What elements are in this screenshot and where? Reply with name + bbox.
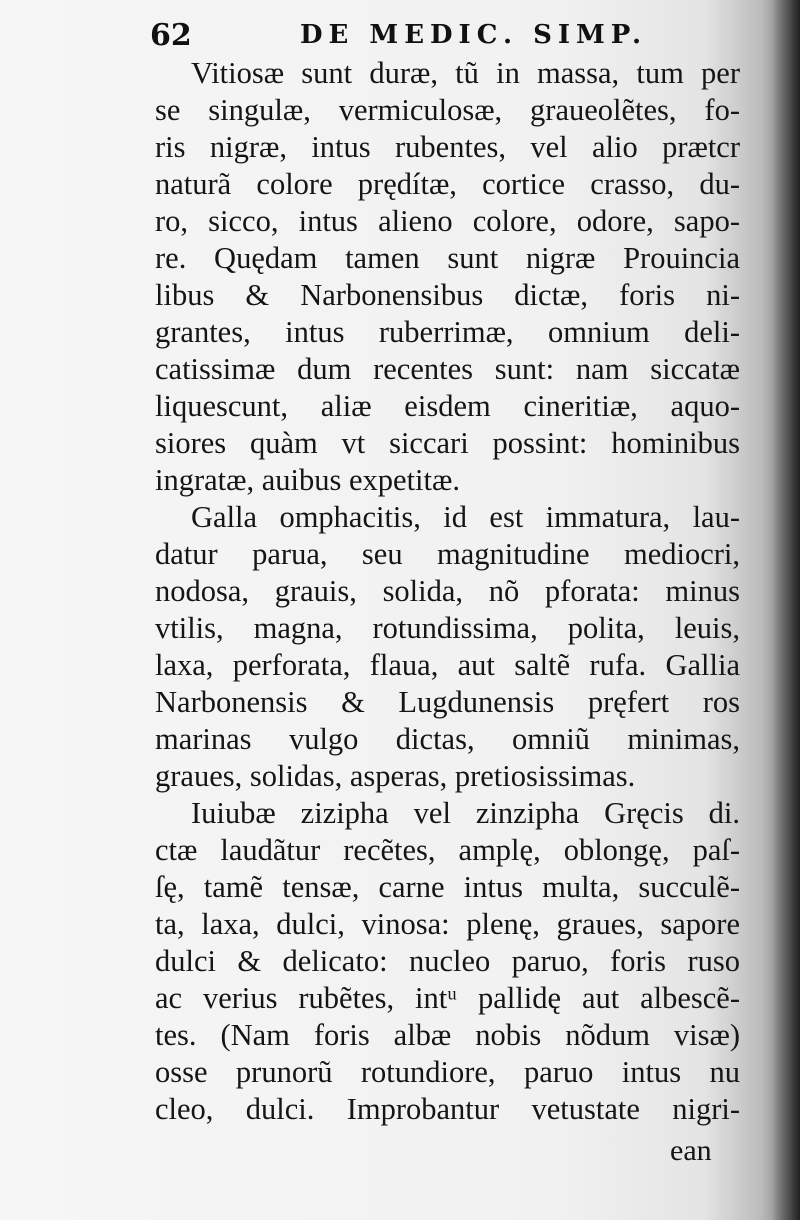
text-line: ta, laxa, dulci, vinosa: plenę, graues, sapore [155,907,740,941]
page-gutter-shadow [772,0,800,1220]
text-line: ctæ laudãtur recẽtes, amplę, oblongę, paſ- [155,833,740,867]
text-line: tes. (Nam foris albæ nobis nõdum visæ) [155,1018,740,1052]
text-line: liquescunt, aliæ eisdem cineritiæ, aquo- [155,389,740,423]
page-number: 62 [150,18,192,53]
text-line: datur parua, seu magnitudine mediocri, [155,537,740,571]
text-line: laxa, perforata, flaua, aut saltẽ rufa. Gallia [155,648,740,682]
running-title: DE MEDIC. SIMP. [300,20,648,50]
text-line: dulci & delicato: nucleo paruo, foris ruso [155,944,740,978]
text-line: libus & Narbonensibus dictæ, foris ni- [155,278,740,312]
text-line: cleo, dulci. Improbantur vetustate nigri- [155,1092,740,1126]
text-line: vtilis, magna, rotundissima, polita, leuis, [155,611,740,645]
text-line: re. Quędam tamen sunt nigræ Prouincia [155,241,740,275]
catchword: ean [670,1134,712,1167]
text-line: ac verius rubẽtes, intᵘ pallidę aut albescẽ- [155,981,740,1015]
text-line: Galla omphacitis, id est immatura, lau- [191,500,740,534]
text-line: Iuiubæ zizipha vel zinzipha Gręcis di. [191,796,740,830]
page-header [150,14,670,54]
text-line: ris nigræ, intus rubentes, vel alio prætcr [155,130,740,164]
text-line: osse prunorũ rotundiore, paruo intus nu [155,1055,740,1089]
text-line: Narbonensis & Lugdunensis pręfert ros [155,685,740,719]
text-line: grantes, intus ruberrimæ, omnium deli- [155,315,740,349]
text-line: ro, sicco, intus alieno colore, odore, sapo- [155,204,740,238]
text-line: ingratæ, auibus expetitæ. [155,463,460,497]
text-line: catissimæ dum recentes sunt: nam siccatæ [155,352,740,386]
text-line: Vitiosæ sunt duræ, tũ in massa, tum per [191,56,740,90]
text-line: naturã colore prędítæ, cortice crasso, du- [155,167,740,201]
text-line: se singulæ, vermiculosæ, graueolẽtes, fo- [155,93,740,127]
body-text [155,55,740,1128]
text-line: ſę, tamẽ tensæ, carne intus multa, succulẽ- [155,870,740,904]
text-line: nodosa, grauis, solida, nõ pforata: minus [155,574,740,608]
text-line: graues, solidas, asperas, pretiosissimas. [155,759,636,793]
text-line: marinas vulgo dictas, omniũ minimas, [155,722,740,756]
text-line: siores quàm vt siccari possint: hominibus [155,426,740,460]
